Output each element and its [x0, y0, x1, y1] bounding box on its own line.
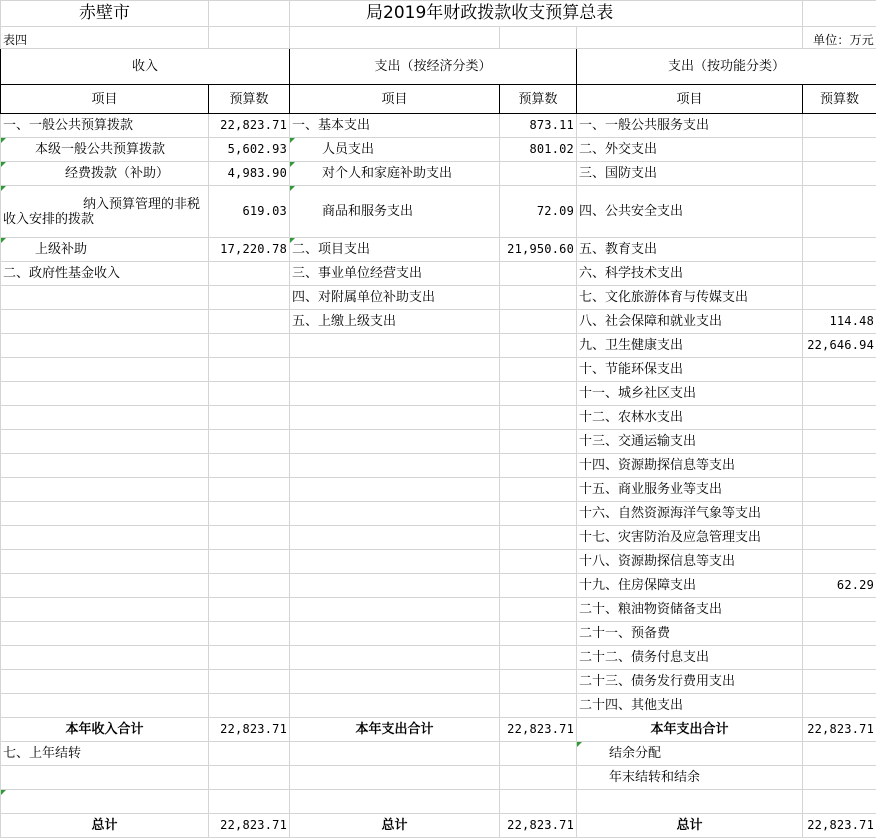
- econ-item: [290, 334, 500, 358]
- meta-row: [1, 27, 876, 49]
- income-item: [1, 478, 209, 502]
- empty-cell: [500, 766, 577, 790]
- table-row: [1, 574, 876, 598]
- empty-cell: [803, 742, 876, 766]
- func-value: [803, 622, 876, 646]
- grand-total-income-value: 22,823.71: [209, 814, 290, 838]
- func-item: 二十三、债务发行费用支出: [577, 670, 803, 694]
- table-row: [1, 526, 876, 550]
- econ-item: [290, 526, 500, 550]
- header-item: 项目: [290, 85, 500, 114]
- income-value: [209, 286, 290, 310]
- econ-value: [500, 454, 577, 478]
- empty-cell: [500, 742, 577, 766]
- econ-item: [290, 646, 500, 670]
- econ-item: [290, 574, 500, 598]
- func-item: 五、教育支出: [577, 238, 803, 262]
- table-row: [1, 598, 876, 622]
- table-row: [1, 502, 876, 526]
- header-item: 项目: [577, 85, 803, 114]
- func-value: [803, 670, 876, 694]
- income-item: 一、一般公共预算拨款: [1, 114, 209, 138]
- econ-value: [500, 162, 577, 186]
- income-value: [209, 574, 290, 598]
- func-value: 22,646.94: [803, 334, 876, 358]
- balance-row: [1, 766, 876, 790]
- empty-cell: [500, 790, 577, 814]
- econ-item: [290, 454, 500, 478]
- income-item: [1, 286, 209, 310]
- header-budget: 预算数: [209, 85, 290, 114]
- func-item: 二、外交支出: [577, 138, 803, 162]
- econ-value: [500, 598, 577, 622]
- grand-total-econ-label: 总计: [290, 814, 500, 838]
- econ-value: 72.09: [500, 186, 577, 238]
- func-value: [803, 138, 876, 162]
- econ-value: 873.11: [500, 114, 577, 138]
- income-value: [209, 622, 290, 646]
- table-row: [1, 358, 876, 382]
- econ-item: 三、事业单位经营支出: [290, 262, 500, 286]
- econ-value: [500, 574, 577, 598]
- header-budget: 预算数: [500, 85, 577, 114]
- unit-label: 单位：万元: [803, 27, 876, 49]
- econ-value: [500, 382, 577, 406]
- empty-cell: [1, 790, 209, 814]
- func-value: [803, 286, 876, 310]
- carry-row: [1, 742, 876, 766]
- title-city: 赤壁市: [1, 1, 209, 27]
- empty-cell: [209, 790, 290, 814]
- income-value: 5,602.93: [209, 138, 290, 162]
- income-item: [1, 430, 209, 454]
- empty-cell: [803, 766, 876, 790]
- section-econ: 支出（按经济分类）: [290, 49, 577, 85]
- table-row: [1, 622, 876, 646]
- econ-value: [500, 334, 577, 358]
- total-year-econ-label: 本年支出合计: [290, 718, 500, 742]
- table-row: [1, 238, 876, 262]
- func-value: [803, 694, 876, 718]
- income-value: 619.03: [209, 186, 290, 238]
- table-row: [1, 114, 876, 138]
- income-item: [1, 502, 209, 526]
- econ-value: [500, 694, 577, 718]
- econ-value: [500, 646, 577, 670]
- income-value: [209, 382, 290, 406]
- func-item: 十二、农林水支出: [577, 406, 803, 430]
- func-value: 62.29: [803, 574, 876, 598]
- table-row: [1, 430, 876, 454]
- econ-item: [290, 430, 500, 454]
- income-value: [209, 454, 290, 478]
- func-item: 三、国防支出: [577, 162, 803, 186]
- empty-cell: [1, 766, 209, 790]
- table-row: [1, 550, 876, 574]
- func-value: [803, 186, 876, 238]
- func-item: 二十二、债务付息支出: [577, 646, 803, 670]
- income-value: 22,823.71: [209, 114, 290, 138]
- empty-cell: [290, 742, 500, 766]
- econ-item: 人员支出: [290, 138, 500, 162]
- grand-total-row: [1, 814, 876, 838]
- income-value: [209, 478, 290, 502]
- empty-cell: [209, 766, 290, 790]
- table-row: [1, 646, 876, 670]
- income-item: [1, 382, 209, 406]
- income-item: [1, 526, 209, 550]
- empty-cell: [290, 790, 500, 814]
- income-value: [209, 694, 290, 718]
- income-value: [209, 670, 290, 694]
- econ-value: [500, 406, 577, 430]
- econ-value: 21,950.60: [500, 238, 577, 262]
- income-value: [209, 406, 290, 430]
- grand-total-func-label: 总计: [577, 814, 803, 838]
- table-row: [1, 262, 876, 286]
- econ-value: [500, 262, 577, 286]
- income-value: [209, 358, 290, 382]
- income-item: [1, 622, 209, 646]
- page-title: 局2019年财政拨款收支预算总表: [290, 1, 803, 27]
- income-value: [209, 502, 290, 526]
- income-value: [209, 430, 290, 454]
- header-budget: 预算数: [803, 85, 876, 114]
- func-item: 二十四、其他支出: [577, 694, 803, 718]
- func-value: [803, 430, 876, 454]
- econ-item: [290, 358, 500, 382]
- grand-total-income-label: 总计: [1, 814, 209, 838]
- income-value: 4,983.90: [209, 162, 290, 186]
- total-year-econ-value: 22,823.71: [500, 718, 577, 742]
- income-item: [1, 406, 209, 430]
- func-value: [803, 382, 876, 406]
- econ-item: 一、基本支出: [290, 114, 500, 138]
- econ-item: 四、对附属单位补助支出: [290, 286, 500, 310]
- econ-item: [290, 550, 500, 574]
- func-item: 八、社会保障和就业支出: [577, 310, 803, 334]
- econ-value: [500, 670, 577, 694]
- econ-item: [290, 670, 500, 694]
- econ-value: 801.02: [500, 138, 577, 162]
- income-item: 经费拨款（补助）: [1, 162, 209, 186]
- func-value: [803, 526, 876, 550]
- econ-item: [290, 502, 500, 526]
- table-row: [1, 286, 876, 310]
- func-value: [803, 646, 876, 670]
- econ-item: [290, 598, 500, 622]
- econ-item: [290, 694, 500, 718]
- table-row: [1, 454, 876, 478]
- table-row: [1, 186, 876, 238]
- income-item: [1, 598, 209, 622]
- empty-cell: [577, 790, 803, 814]
- func-item: 二十一、预备费: [577, 622, 803, 646]
- econ-value: [500, 478, 577, 502]
- table-row: [1, 694, 876, 718]
- func-item: 十、节能环保支出: [577, 358, 803, 382]
- income-value: [209, 262, 290, 286]
- func-item: 四、公共安全支出: [577, 186, 803, 238]
- income-item: [1, 646, 209, 670]
- table-row: [1, 310, 876, 334]
- func-value: [803, 358, 876, 382]
- total-year-func-label: 本年支出合计: [577, 718, 803, 742]
- header-item: 项目: [1, 85, 209, 114]
- income-item: [1, 574, 209, 598]
- grand-total-econ-value: 22,823.71: [500, 814, 577, 838]
- econ-item: [290, 478, 500, 502]
- func-item: 二十、粮油物资储备支出: [577, 598, 803, 622]
- total-year-row: [1, 718, 876, 742]
- func-value: [803, 406, 876, 430]
- income-item: [1, 454, 209, 478]
- func-value: [803, 114, 876, 138]
- econ-item: 对个人和家庭补助支出: [290, 162, 500, 186]
- econ-value: [500, 622, 577, 646]
- table-row: [1, 162, 876, 186]
- func-value: [803, 502, 876, 526]
- econ-item: 商品和服务支出: [290, 186, 500, 238]
- func-item: 十六、自然资源海洋气象等支出: [577, 502, 803, 526]
- econ-item: [290, 622, 500, 646]
- func-item: 十五、商业服务业等支出: [577, 478, 803, 502]
- income-item: 本级一般公共预算拨款: [1, 138, 209, 162]
- func-value: [803, 598, 876, 622]
- func-item: 十八、资源勘探信息等支出: [577, 550, 803, 574]
- income-item: [1, 310, 209, 334]
- income-value: [209, 646, 290, 670]
- total-year-func-value: 22,823.71: [803, 718, 876, 742]
- spacer-row: [1, 790, 876, 814]
- carry-over-value: [209, 742, 290, 766]
- func-item: 十一、城乡社区支出: [577, 382, 803, 406]
- econ-value: [500, 358, 577, 382]
- func-value: [803, 262, 876, 286]
- column-header-row: [1, 85, 876, 114]
- func-item: 十三、交通运输支出: [577, 430, 803, 454]
- econ-value: [500, 550, 577, 574]
- table-row: [1, 334, 876, 358]
- table-row: [1, 138, 876, 162]
- func-value: [803, 238, 876, 262]
- surplus-allocation-label: 结余分配: [577, 742, 803, 766]
- year-end-balance-label: 年末结转和结余: [577, 766, 803, 790]
- econ-item: 二、项目支出: [290, 238, 500, 262]
- econ-item: [290, 382, 500, 406]
- func-item: 十九、住房保障支出: [577, 574, 803, 598]
- section-func: 支出（按功能分类）: [577, 49, 876, 85]
- func-item: 七、文化旅游体育与传媒支出: [577, 286, 803, 310]
- income-value: 17,220.78: [209, 238, 290, 262]
- income-item: 二、政府性基金收入: [1, 262, 209, 286]
- empty-cell: [290, 766, 500, 790]
- table-row: [1, 670, 876, 694]
- econ-item: 五、上缴上级支出: [290, 310, 500, 334]
- func-value: [803, 550, 876, 574]
- func-value: [803, 454, 876, 478]
- econ-value: [500, 286, 577, 310]
- income-item: [1, 334, 209, 358]
- income-item: [1, 358, 209, 382]
- income-item: 上级补助: [1, 238, 209, 262]
- func-value: [803, 162, 876, 186]
- func-value: 114.48: [803, 310, 876, 334]
- func-item: 十四、资源勘探信息等支出: [577, 454, 803, 478]
- table-row: [1, 382, 876, 406]
- section-header-row: [1, 49, 876, 85]
- econ-value: [500, 526, 577, 550]
- income-value: [209, 598, 290, 622]
- func-item: 九、卫生健康支出: [577, 334, 803, 358]
- income-value: [209, 334, 290, 358]
- func-item: 六、科学技术支出: [577, 262, 803, 286]
- func-item: 一、一般公共服务支出: [577, 114, 803, 138]
- carry-over-label: 七、上年结转: [1, 742, 209, 766]
- table-row: [1, 478, 876, 502]
- econ-item: [290, 406, 500, 430]
- income-item: [1, 670, 209, 694]
- func-item: 十七、灾害防治及应急管理支出: [577, 526, 803, 550]
- income-value: [209, 310, 290, 334]
- title-row: [1, 1, 876, 27]
- table-row: [1, 406, 876, 430]
- table-number: 表四: [1, 27, 209, 49]
- econ-value: [500, 502, 577, 526]
- total-year-income-label: 本年收入合计: [1, 718, 209, 742]
- empty-cell: [803, 790, 876, 814]
- income-value: [209, 550, 290, 574]
- income-item: [1, 694, 209, 718]
- econ-value: [500, 310, 577, 334]
- income-item: 纳入预算管理的非税收入安排的拨款: [1, 186, 209, 238]
- econ-value: [500, 430, 577, 454]
- func-value: [803, 478, 876, 502]
- section-income: 收入: [1, 49, 290, 85]
- total-year-income-value: 22,823.71: [209, 718, 290, 742]
- grand-total-func-value: 22,823.71: [803, 814, 876, 838]
- income-item: [1, 550, 209, 574]
- income-value: [209, 526, 290, 550]
